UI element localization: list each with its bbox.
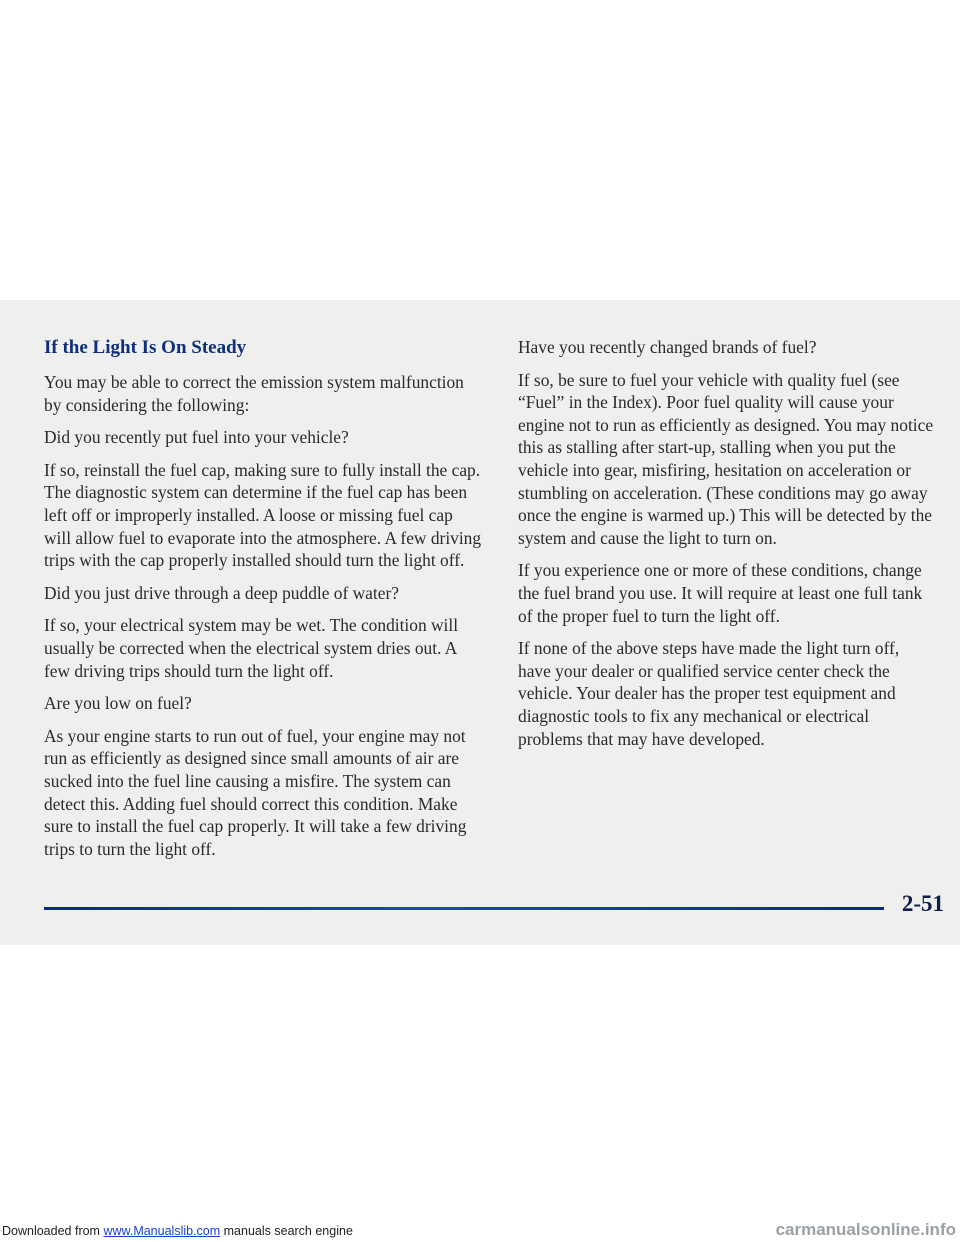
download-footer	[2, 1224, 353, 1238]
question-paragraph: Have you recently changed brands of fuel?	[518, 337, 817, 357]
question-paragraph: Are you low on fuel?	[44, 693, 192, 714]
left-column	[44, 336, 484, 870]
page-number: 2-51	[901, 891, 944, 916]
bottom-margin	[0, 945, 960, 1242]
site-watermark: carmanualsonline.info	[775, 1220, 956, 1239]
paragraph: If so, your electrical system may be wet. The condition will usually be corrected when the electrical system dries out. A few driving trips should turn the light off.	[44, 615, 459, 681]
question-paragraph: Did you recently put fuel into your vehicle?	[44, 427, 349, 448]
paragraph: You may be able to correct the emission system malfunction by considering the following:	[44, 372, 464, 415]
footer-prefix: Downloaded from	[2, 1224, 104, 1238]
paragraph: If none of the above steps have made the light turn off, have your dealer or qualified service center check the vehicle. Your dealer has the proper test equipment and diagnostic tools to fix any mechanical or electrical problems that may have developed.	[518, 638, 900, 749]
top-margin	[0, 0, 960, 300]
section-heading: If the Light Is On Steady	[44, 337, 247, 358]
question-paragraph: Did you just drive through a deep puddle of water?	[44, 582, 399, 603]
paragraph: If so, reinstall the fuel cap, making sure to fully install the cap. The diagnostic system can determine if the fuel cap has been left off or improperly installed. A loose or missing fuel cap will allow fuel to evaporate into the atmosphere. A few driving trips with the cap properly installed should turn the light off.	[44, 459, 482, 571]
footer-rule	[44, 907, 884, 910]
right-column	[518, 336, 936, 760]
paragraph: If you experience one or more of these conditions, change the fuel brand you use. It will require at least one full tank of the proper fuel to turn the light off.	[518, 560, 923, 626]
footer-suffix: manuals search engine	[220, 1224, 353, 1238]
manualslib-link[interactable]: www.Manualslib.com	[103, 1224, 221, 1238]
paragraph: As your engine starts to run out of fuel, your engine may not run as efficiently as designed since small amounts of air are sucked into the fuel line causing a misfire. The system can detect this. Adding fuel should correct this condition. Make sure to install the fuel cap properly. It will take a few driving trips to turn the light off.	[44, 725, 467, 859]
paragraph: If so, be sure to fuel your vehicle with quality fuel (see “Fuel” in the Index). Poor fuel quality will cause your engine not to run as efficiently as designed. You may notice this as stalling after start-up, stalling when you put the vehicle into gear, misfiring, hesitation on acceleration or stumbling on acceleration. (These conditions may go away once the engine is warmed up.) This will be detected by the system and cause the light to turn on.	[518, 369, 934, 548]
